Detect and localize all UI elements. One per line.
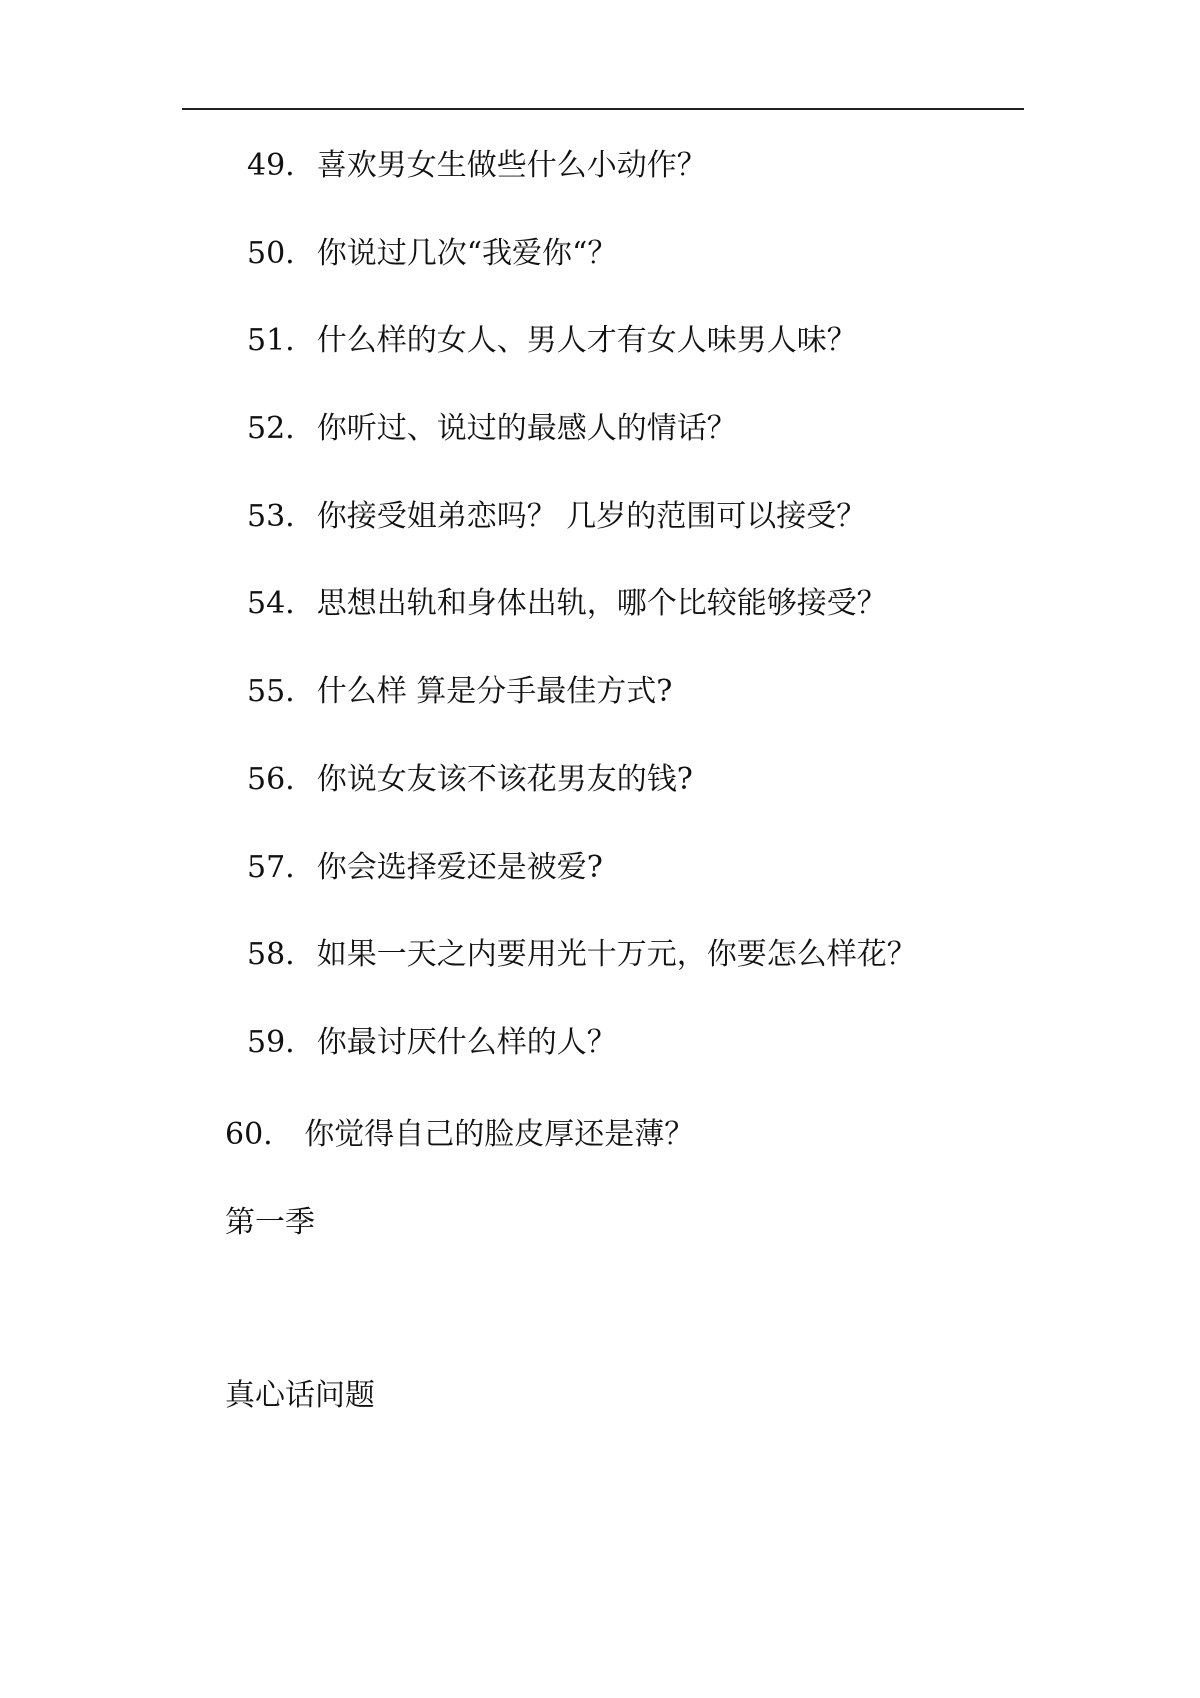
question-number: 58. — [247, 937, 295, 973]
question-text: 你接受姐弟恋吗？ 几岁的范围可以接受？ — [316, 498, 867, 534]
question-item — [247, 148, 917, 236]
question-item — [247, 850, 917, 938]
question-item-last — [225, 1117, 694, 1153]
question-number: 49. — [247, 148, 295, 183]
question-text: 你听过、说过的最感人的情话？ — [316, 411, 737, 447]
question-text: 你说女友该不该花男友的钱? — [316, 761, 693, 797]
question-number: 54. — [247, 586, 295, 622]
question-number: 50. — [247, 235, 295, 271]
season-title: 第一季 — [225, 1205, 315, 1240]
question-item — [247, 411, 917, 499]
question-number: 55. — [247, 674, 295, 710]
question-number: 53. — [247, 498, 295, 534]
question-text: 你说过几次“我爱你“？ — [316, 235, 618, 271]
question-text: 思想出轨和身体出轨，哪个比较能够接受？ — [316, 586, 887, 622]
question-text: 什么样 算是分手最佳方式? — [316, 674, 673, 710]
question-text: 你会选择爱还是被爱? — [316, 849, 603, 885]
question-number: 59. — [247, 1024, 295, 1060]
header-rule — [182, 108, 1024, 110]
question-text: 你觉得自己的脸皮厚还是薄？ — [304, 1117, 695, 1152]
question-item — [247, 499, 917, 587]
question-text: 喜欢男女生做些什么小动作？ — [316, 148, 707, 183]
question-item — [247, 1025, 917, 1113]
question-number: 60. — [225, 1117, 273, 1152]
question-number: 52. — [247, 411, 295, 447]
question-item — [247, 937, 917, 1025]
section-title: 真心话问题 — [225, 1378, 375, 1413]
question-item — [247, 674, 917, 762]
question-item — [247, 236, 917, 324]
question-item — [247, 586, 917, 674]
question-list — [247, 148, 917, 1113]
question-number: 57. — [247, 849, 295, 885]
question-text: 你最讨厌什么样的人？ — [316, 1024, 617, 1060]
question-item — [247, 323, 917, 411]
question-text: 什么样的女人、男人才有女人味男人味？ — [316, 323, 857, 359]
question-text: 如果一天之内要用光十万元，你要怎么样花？ — [316, 937, 917, 973]
question-item — [247, 762, 917, 850]
question-number: 51. — [247, 323, 295, 359]
question-number: 56. — [247, 761, 295, 797]
